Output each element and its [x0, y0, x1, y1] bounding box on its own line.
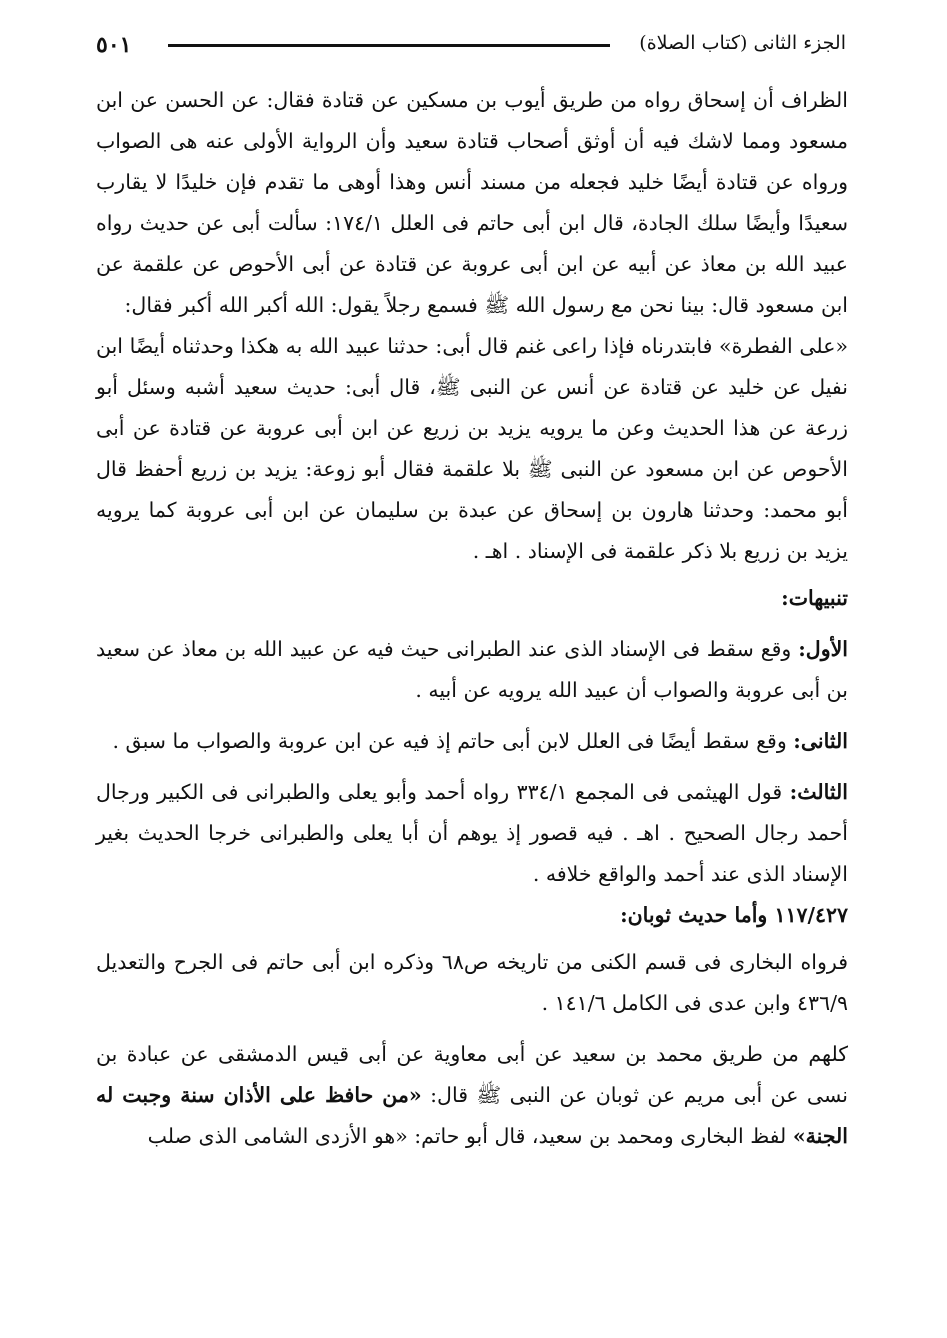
note-text: وقع سقط فى الإسناد الذى عند الطبرانى حيث فيه عن عبيد الله بن معاذ عن سعيد بن أبى عروبة والصواب أن عبيد الله يرويه عن أبيه . [96, 637, 848, 702]
page-number: ٥٠١ [96, 32, 132, 58]
header-rule [168, 44, 610, 47]
main-text [96, 80, 848, 1157]
text-run: كلهم من طريق محمد بن سعيد عن أبى معاوية عن أبى قيس الدمشقى عن عبادة بن نسى عن أبى مريم عن ثوبان عن النبى ﷺ قال: [96, 1042, 848, 1107]
note-label: الثانى: [793, 729, 848, 753]
note-first [96, 629, 848, 711]
hadith-quote: «من حافظ على الأذان سنة وجبت له الجنة» [96, 1083, 848, 1148]
paragraph: الظراف أن إسحاق رواه من طريق أيوب بن مسكين عن قتادة فقال: عن الحسن عن ابن مسعود ومما لاشك فيه أن أوثق أصحاب قتادة سعيد وأن الرواية الأولى عنه هى الصواب ورواه عن قتادة أيضًا خليد فجعله من مسند أنس وهذا أوهى ما تقدم فإن خليدًا لا يقارب سعيدًا وأيضًا سلك الجادة، قال ابن أبى حاتم فى العلل ١٧٤/١: سألت أبى عن حديث رواه عبيد الله بن معاذ عن أبيه عن ابن أبى عروبة عن قتادة عن أبى الأحوص عن علقمة عن ابن مسعود قال: بينا نحن مع رسول الله ﷺ فسمع رجلاً يقول: الله أكبر الله أكبر فقال: [96, 88, 849, 317]
section-paragraph: فرواه البخارى فى قسم الكنى من تاريخه ص٦٨ وذكره ابن أبى حاتم فى الجرح والتعديل ٤٣٦/٩ وابن عدى فى الكامل ١٤١/٦ . [96, 950, 848, 1015]
running-title: الجزء الثانى (كتاب الصلاة) [639, 32, 846, 54]
text-run: لفظ البخارى ومحمد بن سعيد، قال أبو حاتم: «هو الأزدى الشامى الذى صلب [147, 1124, 787, 1148]
note-label: الأول: [798, 637, 848, 661]
note-third [96, 772, 848, 895]
note-text: قول الهيثمى فى المجمع ٣٣٤/١ رواه أحمد وأبو يعلى والطبرانى فى الكبير ورجال أحمد رجال الصحيح . اهـ . فيه قصور إذ يوهم أن أبا يعلى والطبرانى خرجا الحديث بغير الإسناد الذى عند أحمد والواقع خلافه . [96, 780, 848, 886]
paragraph: «على الفطرة» فابتدرناه فإذا راعى غنم قال أبى: حدثنا عبيد الله به هكذا وحدثناه أيضًا ابن نفيل عن خليد عن قتادة عن أنس عن النبى ﷺ، قال أبى: حديث سعيد أشبه وسئل أبو زرعة عن هذا الحديث وعن ما يرويه يزيد بن زريع عن ابن أبى عروبة عن قتادة عن أبى الأحوص عن ابن مسعود عن النبى ﷺ بلا علقمة فقال أبو زوعة: يزيد بن زريع أحفظ قال أبو محمد: وحدثنا هارون بن إسحاق عن عبدة بن سليمان عن ابن أبى عروبة كما يرويه يزيد بن زريع بلا ذكر علقمة فى الإسناد . اهـ . [96, 334, 848, 563]
section-heading: ١١٧/٤٢٧ وأما حديث ثوبان: [620, 903, 848, 927]
last-paragraph [96, 1034, 848, 1157]
notes-heading: تنبيهات: [781, 586, 848, 610]
note-second [96, 721, 848, 762]
page-header [96, 28, 846, 68]
note-text: وقع سقط أيضًا فى العلل لابن أبى حاتم إذ فيه عن ابن عروبة والصواب ما سبق . [112, 729, 787, 753]
note-label: الثالث: [789, 780, 848, 804]
